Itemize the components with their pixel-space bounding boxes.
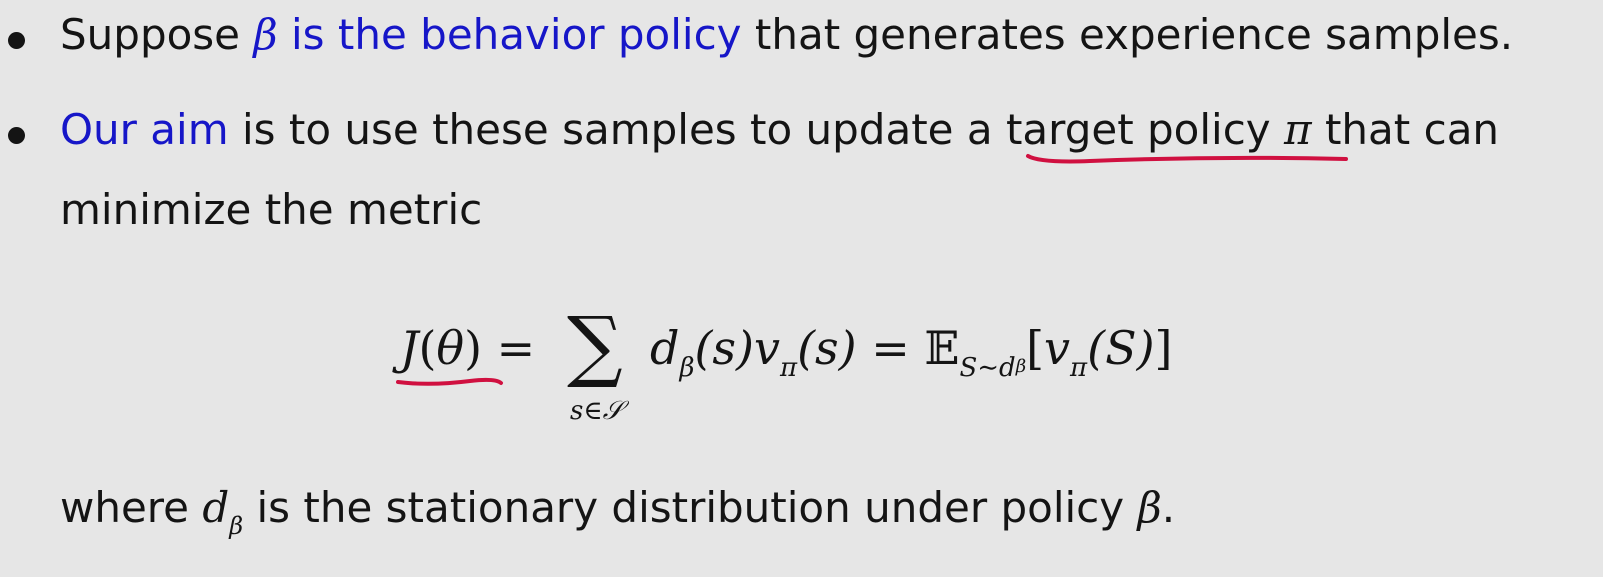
bullet-2-part-5: minimize the metric	[60, 185, 483, 234]
pi-symbol: π	[1284, 105, 1312, 154]
bullet-1-part-3: that generates experience samples.	[741, 10, 1514, 59]
footer-d-subscript: β	[229, 512, 244, 540]
bullet-point-1	[8, 32, 25, 49]
footer-part-3: .	[1161, 483, 1176, 532]
behavior-policy-phrase: is the behavior policy	[277, 10, 742, 59]
eq-v-subscript: π	[779, 353, 798, 383]
bullet-1-text	[60, 10, 1514, 59]
eq-equals-1: =	[482, 321, 536, 375]
j-theta-underline	[398, 380, 501, 384]
target-policy-phrase: target policy	[1005, 105, 1284, 154]
target-policy-underline	[1028, 156, 1346, 161]
bullet-2-text-line-1	[60, 105, 1500, 154]
eq-d-subscript: β	[679, 353, 695, 383]
eq-expectation-subscript: S∼d	[959, 353, 1016, 383]
footer-text	[60, 483, 1176, 540]
summation-sign: ∑	[567, 301, 623, 391]
bullet-point-2	[8, 127, 25, 144]
eq-bracket-close: ]	[1154, 321, 1173, 375]
eq-expectation-subsubscript: β	[1015, 356, 1027, 377]
eq-v: v	[753, 321, 780, 375]
metric-equation-lhs	[400, 321, 536, 375]
eq-d: d	[650, 321, 680, 375]
bullet-2-part-2: is to use these samples to update a	[228, 105, 1006, 154]
beta-symbol: β	[253, 10, 278, 59]
metric-equation-rhs	[650, 321, 1173, 383]
our-aim-phrase: Our aim	[60, 105, 229, 154]
footer-part-1: where	[60, 483, 203, 532]
eq-bracket-open: [	[1026, 321, 1045, 375]
eq-theta: θ	[436, 321, 465, 375]
footer-part-2: is the stationary distribution under policy	[243, 483, 1138, 532]
eq-v2: v	[1044, 321, 1071, 375]
bullet-2-part-4: that can	[1311, 105, 1500, 154]
eq-d-argument: (s)	[694, 321, 754, 375]
eq-v2-argument: (S)	[1087, 321, 1155, 375]
footer-d: d	[202, 483, 230, 532]
summation-subscript: s∈𝒮	[570, 396, 623, 426]
eq-paren-close: )	[464, 321, 483, 375]
eq-equals-2: =	[856, 321, 925, 375]
eq-v2-subscript: π	[1070, 353, 1088, 383]
eq-v-argument: (s)	[797, 321, 857, 375]
eq-paren-open: (	[418, 321, 437, 375]
eq-expectation: 𝔼	[924, 321, 960, 375]
eq-J: J	[400, 321, 419, 375]
bullet-2-text-line-2	[60, 185, 483, 234]
footer-beta: β	[1137, 483, 1162, 532]
bullet-1-part-1: Suppose	[60, 10, 254, 59]
